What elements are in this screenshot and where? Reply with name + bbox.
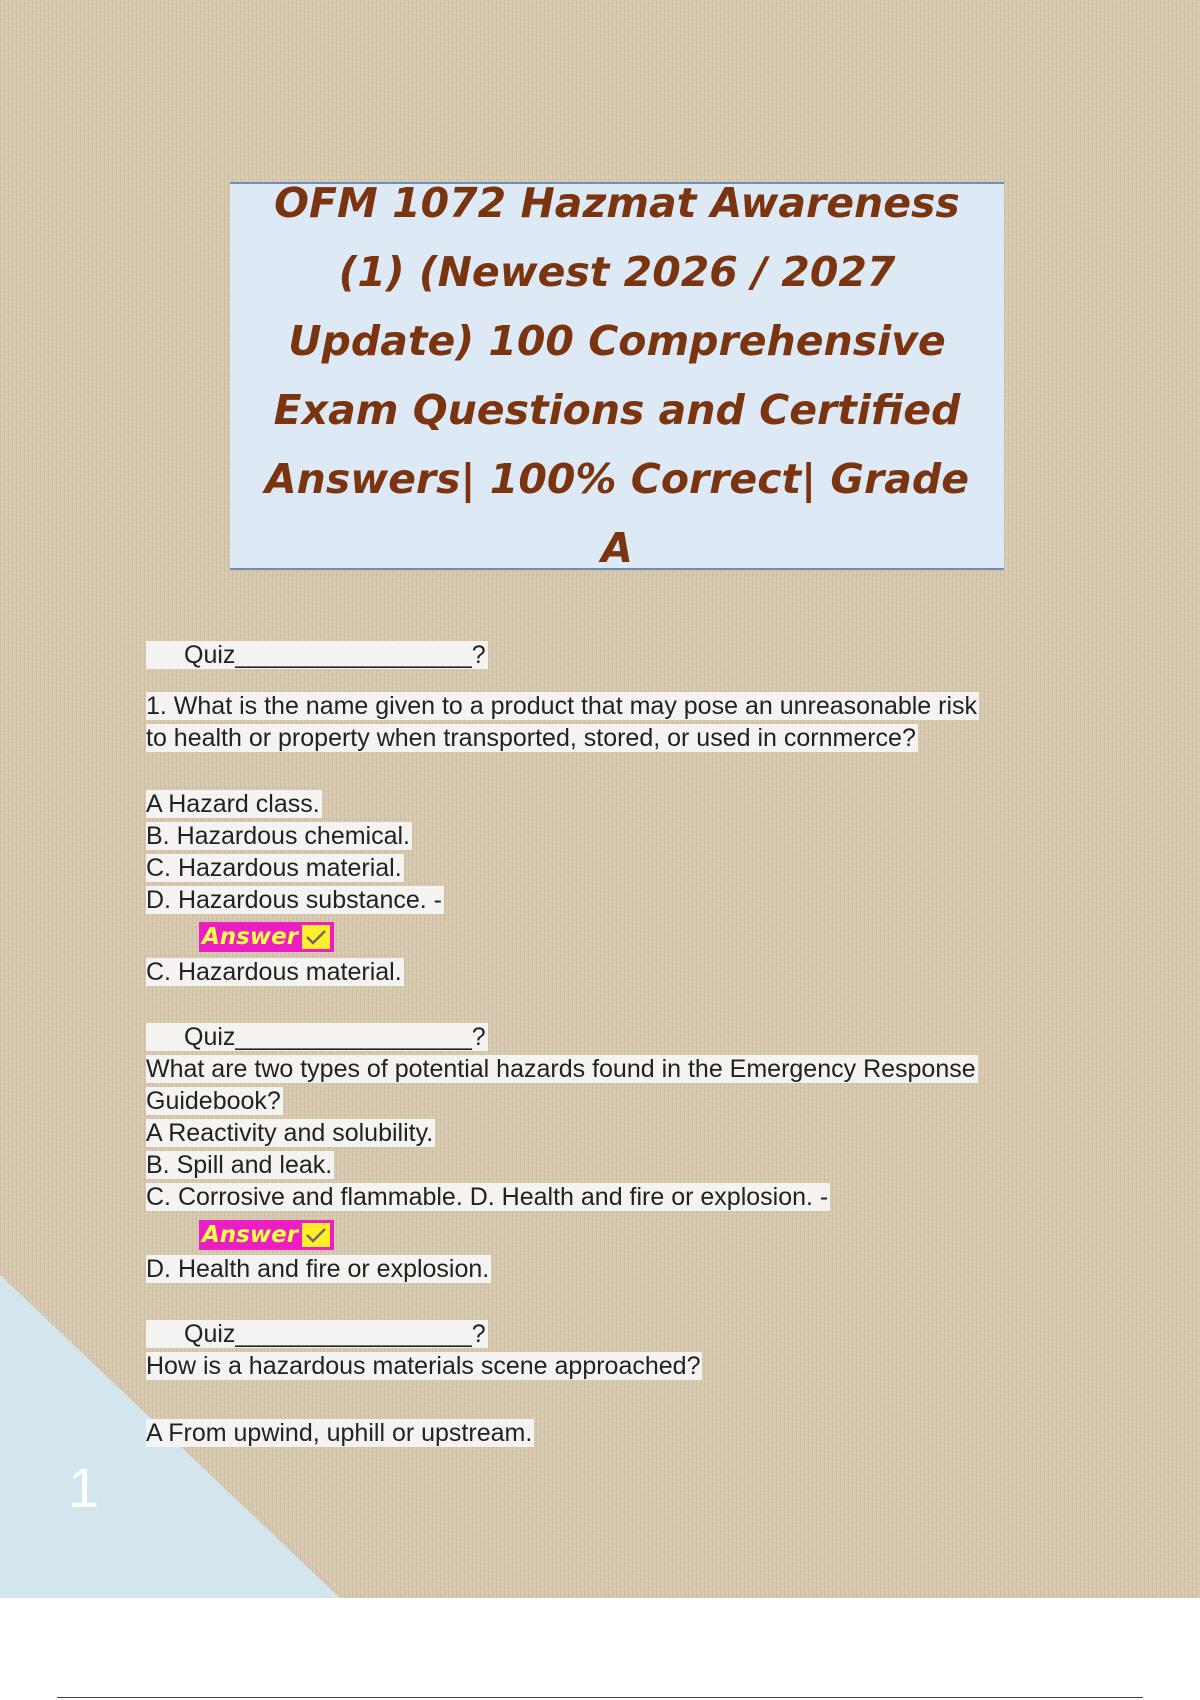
footer-rule [57,1697,1143,1698]
page-number: 1 [68,1456,100,1519]
option-a: A Reactivity and solubility. [146,1119,434,1147]
option-c-d: C. Corrosive and flammable. D. Health and fire or explosion. - [146,1183,829,1211]
question-text: What are two types of potential hazards found in the Emergency Response [146,1055,976,1083]
option-b: B. Spill and leak. [146,1151,333,1179]
option-c: C. Hazardous material. [146,854,402,882]
option-b: B. Hazardous chemical. [146,822,411,850]
title-box [230,179,1004,572]
question-text: Guidebook? [146,1087,281,1115]
quiz-label: Quiz_________________? [146,639,488,671]
option-a: A From upwind, uphill or upstream. [146,1419,533,1447]
option-a: A Hazard class. [146,790,320,818]
answer-label: Answer [202,1222,299,1248]
answer-text: D. Health and fire or explosion. [146,1255,490,1283]
answer-label: Answer [202,924,299,950]
question-text: to health or property when transported, stored, or used in cornmerce? [146,724,916,752]
document-title: OFM 1072 Hazmat Awareness (1) (Newest 2026 / 2027 Update) 100 Comprehensive Exam Questions and Certified Answers| 100% Correct| Grade A [264,179,970,572]
answer-badge [199,922,334,952]
option-d: D. Hazardous substance. - [146,886,442,914]
quiz-label: Quiz_________________? [146,1318,488,1350]
check-icon [302,1223,330,1247]
quiz-label: Quiz_________________? [146,1021,488,1053]
question-text: 1. What is the name given to a product that may pose an unreasonable risk [146,692,978,720]
check-icon [302,925,330,949]
answer-badge [199,1220,334,1250]
answer-text: C. Hazardous material. [146,958,402,986]
question-text: How is a hazardous materials scene approached? [146,1352,701,1380]
